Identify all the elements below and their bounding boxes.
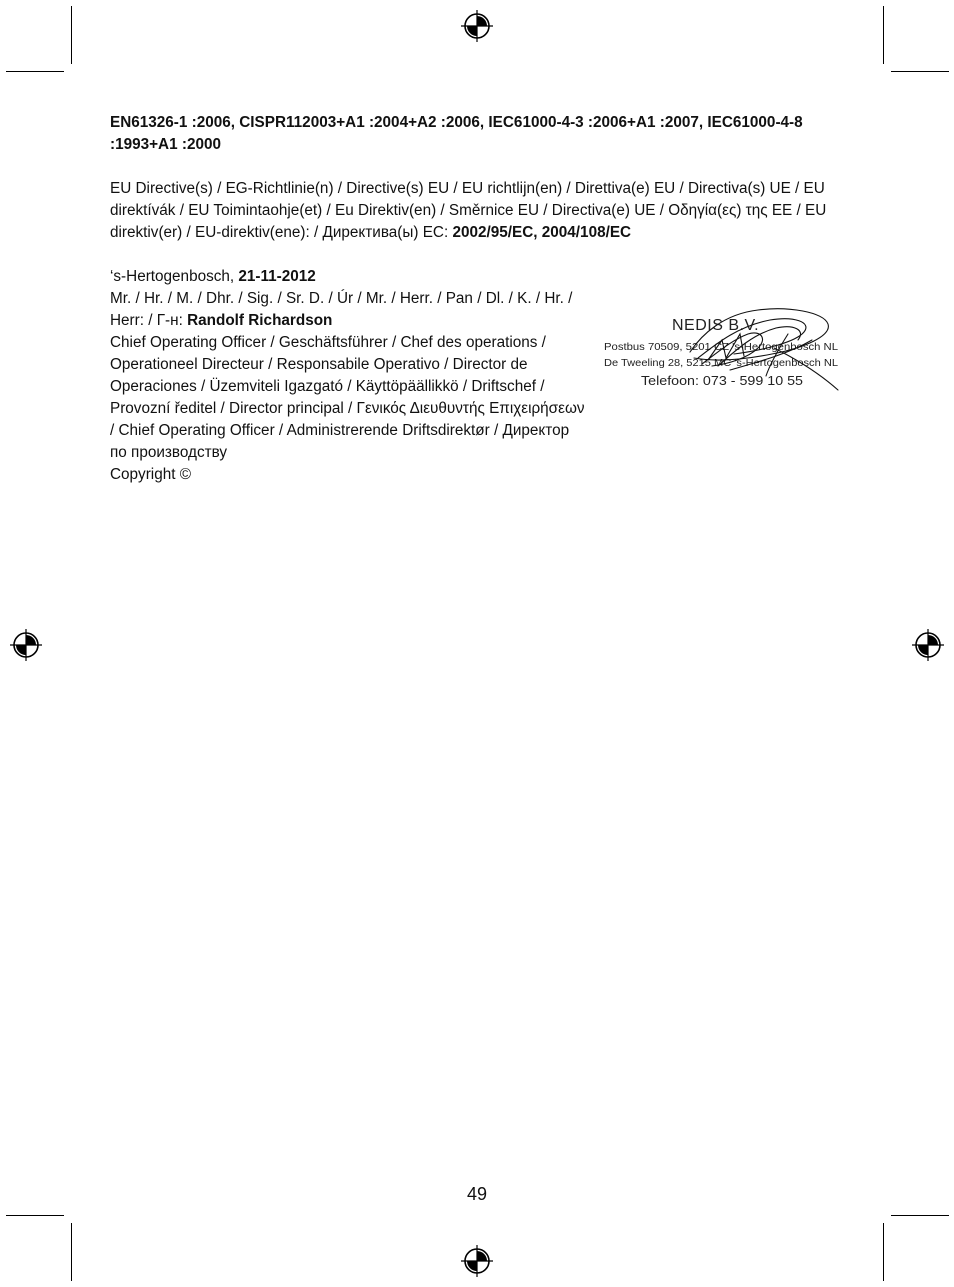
registration-mark-icon: [461, 10, 493, 42]
copyright: Copyright ©: [110, 466, 191, 483]
registration-mark-icon: [10, 629, 42, 661]
place-date: [110, 266, 590, 288]
directive-paragraph: [110, 178, 850, 244]
signatory-name-line: [110, 288, 590, 332]
svg-text:De Tweeling 28, 5215 MC 's-Her: De Tweeling 28, 5215 MC 's-Hertogenbosch NL: [604, 357, 839, 369]
crop-mark: [891, 71, 949, 72]
declaration-body: [110, 112, 850, 486]
registration-mark-icon: [461, 1245, 493, 1277]
standards-list: EN61326-1 :2006, CISPR112003+A1 :2004+A2 :2006, IEC61000-4-3 :2006+A1 :2007, IEC61000-4-8 :1993+A1 :2000: [110, 114, 803, 153]
crop-mark: [71, 1223, 72, 1281]
crop-mark: [6, 71, 64, 72]
signature-block: [110, 266, 590, 486]
crop-mark: [883, 1223, 884, 1281]
date: 21-11-2012: [238, 268, 316, 285]
directive-text: EU Directive(s) / EG-Richtlinie(n) / Directive(s) EU / EU richtlijn(en) / Direttiva(e) EU / Directiva(s) UE / EU direktívák / EU Toimintaohje(et) / Eu Direktiv(en) / Směrnice EU / Directiva(e) UE / Οδηγία(ες) της EE / EU direktiv(er) / EU-direktiv(ene): / Директива(ы) EC:: [110, 180, 827, 241]
crop-mark: [891, 1215, 949, 1216]
crop-mark: [6, 1215, 64, 1216]
directive-numbers: 2002/95/EC, 2004/108/EC: [452, 224, 632, 241]
svg-text:Postbus 70509, 5201 CZ 's-Hert: Postbus 70509, 5201 CZ 's-Hertogenbosch NL: [604, 341, 839, 353]
crop-mark: [71, 6, 72, 64]
signatory-name: Randolf Richardson: [187, 312, 333, 329]
crop-mark: [883, 6, 884, 64]
svg-text:Telefoon: 073 - 599 10 55: Telefoon: 073 - 599 10 55: [641, 373, 803, 388]
svg-text:NEDIS B.V.: NEDIS B.V.: [672, 317, 760, 334]
signatory-position: Chief Operating Officer / Geschäftsführer / Chef des operations / Operationeel Directeur / Responsabile Operativo / Director de Operaciones / Üzemviteli Igazgató / Käyttöpäällikkö / Driftschef / Provozní ředitel / Director principal / Γενικός Διευθυντής Επιχειρήσεων / Chief Operating Officer / Administrerende Driftsdirektør / Директор по производству: [110, 334, 585, 461]
registration-mark-icon: [912, 629, 944, 661]
company-stamp-signature-icon: [598, 304, 844, 396]
place-city: ‘s-Hertogenbosch,: [110, 268, 239, 285]
page-number: 49: [466, 1184, 488, 1204]
signatory-titles: Mr. / Hr. / M. / Dhr. / Sig. / Sr. D. / Úr / Mr. / Herr. / Pan / Dl. / K. / Hr. / Herr: / Г-н:: [110, 290, 573, 329]
